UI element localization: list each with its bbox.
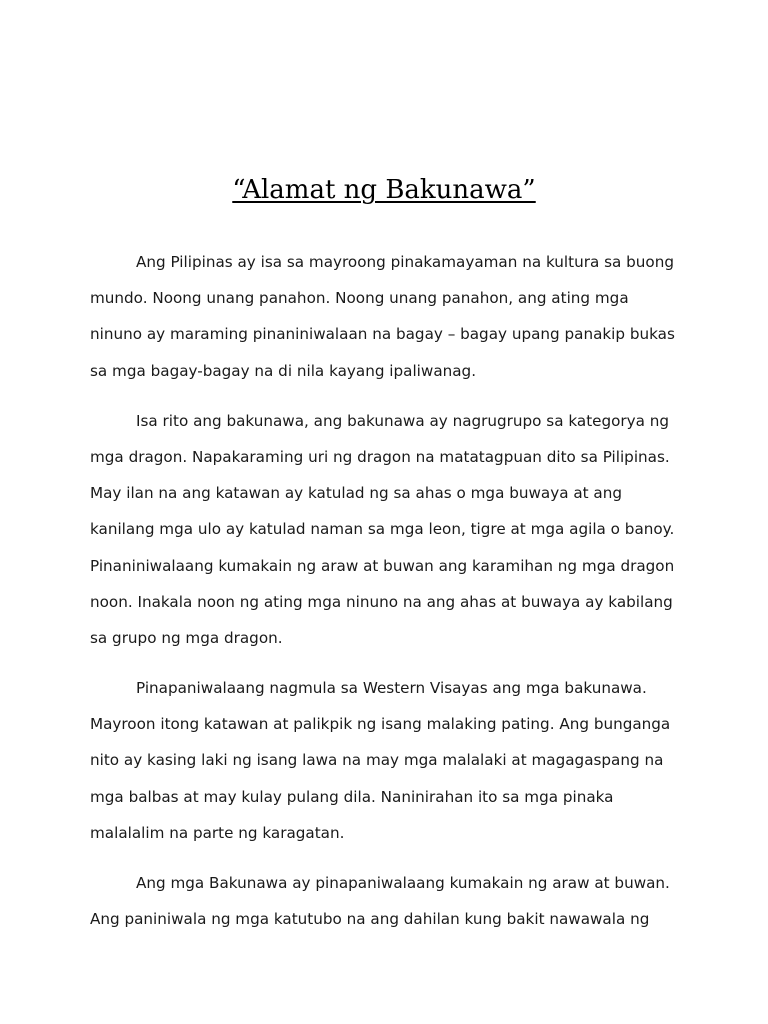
text-line: kanilang mga ulo ay katulad naman sa mga leon, tigre at mga agila o banoy. <box>90 520 675 539</box>
text-line: mga dragon. Napakaraming uri ng dragon na matatagpuan dito sa Pilipinas. <box>90 447 670 466</box>
text-line: mundo. Noong unang panahon. Noong unang panahon, ang ating mga <box>90 289 629 308</box>
text-line: May ilan na ang katawan ay katulad ng sa ahas o mga buwaya at ang <box>90 484 622 503</box>
text-line: sa mga bagay-bagay na di nila kayang ipaliwanag. <box>90 361 477 380</box>
text-line: malalalim na parte ng karagatan. <box>90 823 345 842</box>
text-line: Pinaniniwalaang kumakain ng araw at buwan ang karamihan ng mga dragon <box>90 556 675 575</box>
text-line: mga balbas at may kulay pulang dila. Naninirahan ito sa mga pinaka <box>90 787 614 806</box>
text-line: sa grupo ng mga dragon. <box>90 628 283 647</box>
text-line: ninuno ay maraming pinaniniwalaan na bagay – bagay upang panakip bukas <box>90 325 675 344</box>
paragraph-2 <box>90 403 690 656</box>
document-title: “Alamat ng Bakunawa” <box>232 175 536 205</box>
text-line: Ang Pilipinas ay isa sa mayroong pinakamayaman na kultura sa buong <box>136 253 674 271</box>
text-line: Ang mga Bakunawa ay pinapaniwalaang kumakain ng araw at buwan. <box>136 874 670 892</box>
text-line: Pinapaniwalaang nagmula sa Western Visayas ang mga bakunawa. <box>136 679 647 698</box>
paragraph-3 <box>90 670 690 851</box>
text-line: nito ay kasing laki ng isang lawa na may mga malalaki at magagaspang na <box>90 751 664 770</box>
paragraph-4 <box>90 865 690 937</box>
paragraph-1 <box>90 244 690 389</box>
document-body <box>90 244 690 951</box>
text-line: noon. Inakala noon ng ating mga ninuno na ang ahas at buwaya ay kabilang <box>90 592 673 611</box>
text-line: Isa rito ang bakunawa, ang bakunawa ay nagrugrupo sa kategorya ng <box>136 411 670 430</box>
text-line: Ang paniniwala ng mga katutubo na ang dahilan kung bakit nawawala ng <box>90 910 650 929</box>
text-line: Mayroon itong katawan at palikpik ng isang malaking pating. Ang bunganga <box>90 715 671 734</box>
